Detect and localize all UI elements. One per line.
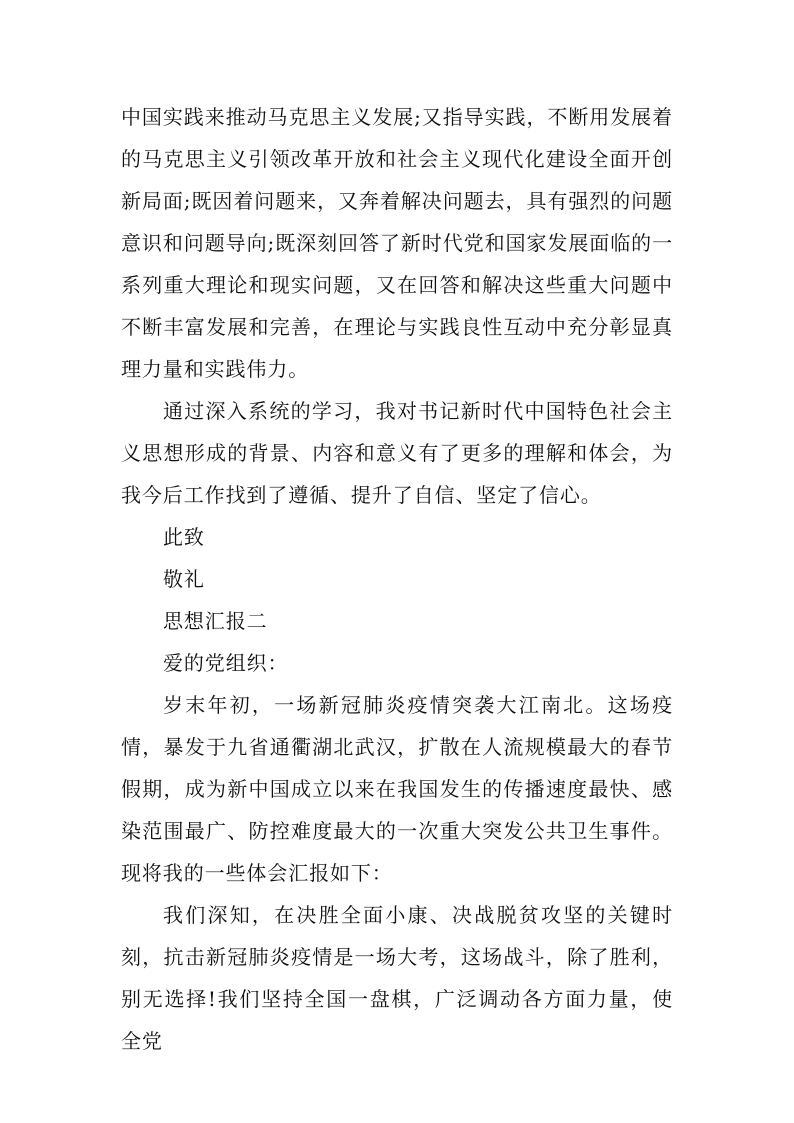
closing-line-2: 敬礼	[163, 567, 205, 591]
closing-line-1: 此致	[163, 525, 205, 549]
section-title: 思想汇报二	[163, 609, 268, 633]
document-body	[121, 96, 673, 1062]
salutation: 爱的党组织：	[163, 651, 289, 675]
paragraph-3: 岁末年初，一场新冠肺炎疫情突袭大江南北。这场疫情，暴发于九省通衢湖北武汉，扩散在人流规模最大的春节假期，成为新中国成立以来在我国发生的传播速度最快、感染范围最广、防控难度最大的一次重大突发公共卫生事件。现将我的一些体会汇报如下：	[121, 693, 673, 885]
paragraph-2: 通过深入系统的学习，我对书记新时代中国特色社会主义思想形成的背景、内容和意义有了更多的理解和体会，为我今后工作找到了遵循、提升了自信、坚定了信心。	[121, 399, 673, 507]
paragraph-1: 中国实践来推动马克思主义发展;又指导实践，不断用发展着的马克思主义引领改革开放和社会主义现代化建设全面开创新局面;既因着问题来，又奔着解决问题去，具有强烈的问题意识和问题导向;既深刻回答了新时代党和国家发展面临的一系列重大理论和现实问题，又在回答和解决这些重大问题中不断丰富发展和完善，在理论与实践良性互动中充分彰显真理力量和实践伟力。	[121, 105, 673, 381]
paragraph-4: 我们深知，在决胜全面小康、决战脱贫攻坚的关键时刻，抗击新冠肺炎疫情是一场大考，这场战斗，除了胜利，别无选择!我们坚持全国一盘棋，广泛调动各方面力量，使全党	[121, 903, 673, 1053]
